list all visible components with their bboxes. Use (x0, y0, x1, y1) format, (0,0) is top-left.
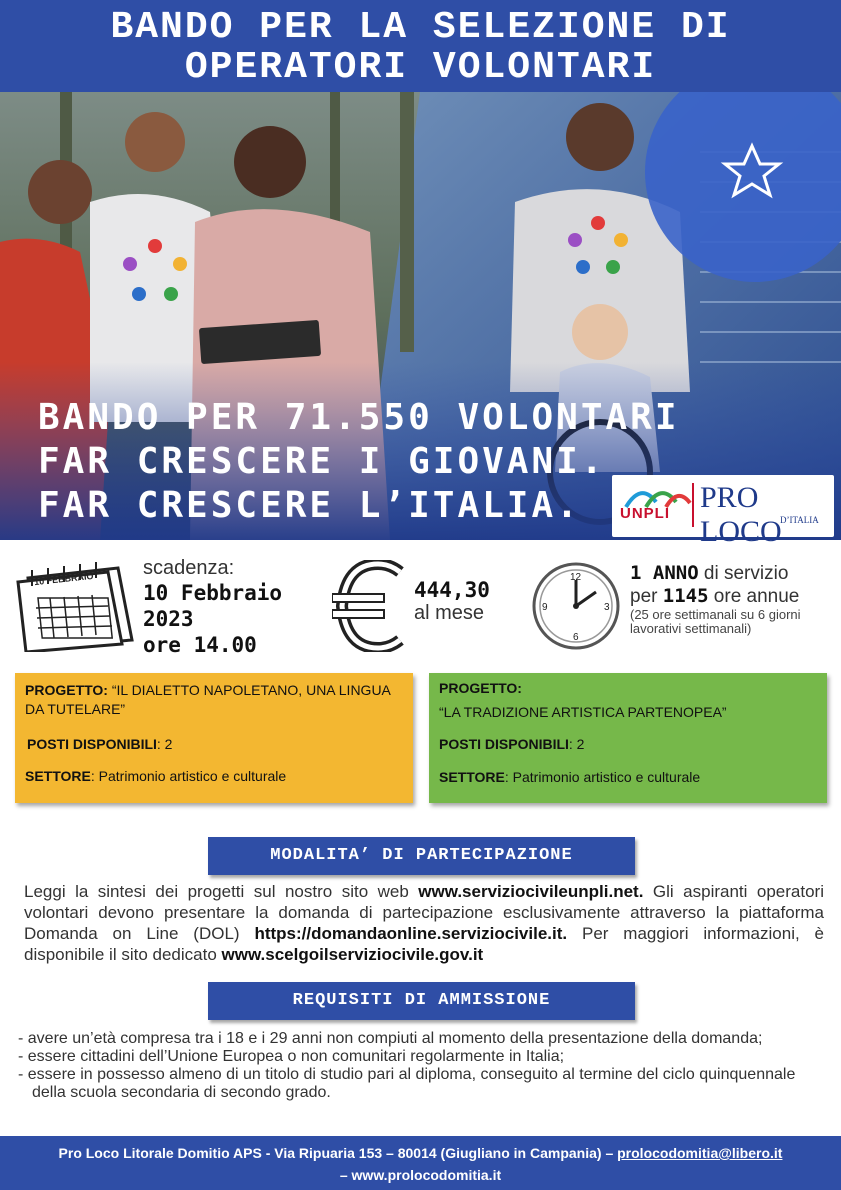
requisito-item: - essere cittadini dell’Unione Europea o non comunitari regolarmente in Italia; (18, 1048, 565, 1065)
requisiti-heading: REQUISITI DI AMMISSIONE (208, 982, 635, 1020)
page-title (0, 0, 841, 92)
settore-label: SETTORE (25, 768, 91, 784)
project-name: “LA TRADIZIONE ARTISTICA PARTENOPEA” (439, 704, 727, 720)
requisito-item: - essere in possesso almeno di un titolo di studio pari al diploma, conseguito al termine del ciclo quinquennale della scuola secondaria di secondo grado. (18, 1066, 796, 1101)
website-link[interactable]: www.serviziocivileunpli.net. (418, 882, 644, 901)
project-label: PROGETTO: (25, 682, 108, 698)
deadline-block (143, 557, 282, 658)
posti-label: POSTI DISPONIBILI (27, 736, 157, 752)
svg-text:3: 3 (604, 602, 610, 613)
project-card-1 (15, 673, 413, 803)
service-duration-suffix: di servizio (698, 563, 789, 584)
modalita-heading: MODALITA’ DI PARTECIPAZIONE (208, 837, 635, 875)
footer-email-link[interactable]: prolocodomitia@libero.it (617, 1145, 783, 1161)
euro-icon (332, 560, 408, 652)
dol-link[interactable]: https://domandaonline.serviziocivile.it. (254, 924, 568, 943)
hero-line-3: FAR CRESCERE L’ITALIA. (38, 485, 581, 526)
service-hours: 1145 (662, 585, 709, 607)
proloco-text: PRO LOCO (700, 481, 782, 548)
title-line-2: OPERATORI VOLONTARI (184, 46, 657, 89)
modalita-text-1: Leggi la sintesi dei progetti sul nostro sito web (24, 882, 419, 901)
svg-text:12: 12 (570, 572, 582, 583)
payment-amount: 444,30 (414, 578, 490, 602)
modalita-paragraph (24, 881, 824, 965)
footer-website[interactable]: – www.prolocodomitia.it (339, 1167, 502, 1183)
settore-value: : Patrimonio artistico e culturale (90, 768, 287, 784)
project-card-2 (429, 673, 827, 803)
hero-line-2: FAR CRESCERE I GIOVANI. (38, 441, 606, 482)
footer-address: Pro Loco Litorale Domitio APS - Via Ripuaria 153 – 80014 (Giugliano in Campania) – (58, 1145, 618, 1161)
settore-label: SETTORE (439, 769, 505, 785)
svg-text:9: 9 (542, 602, 548, 613)
project-name: “IL DIALETTO NAPOLETANO, UNA LINGUA DA TUTELARE” (25, 682, 391, 717)
deadline-date: 10 Febbraio (143, 581, 283, 605)
deadline-label: scadenza: (143, 557, 235, 579)
calendar-label: 10 FEBBRAIO (33, 570, 94, 588)
deadline-year: 2023 (143, 607, 194, 631)
hero-line-1: BANDO PER 71.550 VOLONTARI (38, 397, 680, 438)
modalita-text-3: Per maggiori informazioni, è disponibile il sito dedicato (24, 924, 825, 964)
scelgo-link[interactable]: www.scelgoilserviziocivile.gov.it (221, 945, 484, 964)
posti-label: POSTI DISPONIBILI (439, 736, 569, 752)
requisiti-list (16, 1030, 831, 1102)
italia-text: D’ITALIA (780, 515, 819, 525)
footer (0, 1136, 841, 1190)
proloco-logo (612, 475, 834, 548)
service-duration: 1 ANNO (630, 562, 699, 584)
modalita-text-2: Gli aspiranti operatori volontari devono presentare la domanda di partecipazione esclusivamente attraverso la piattaforma Domanda on Line (DOL) (24, 882, 824, 943)
service-note: (25 ore settimanali su 6 giorni lavorativi settimanali) (630, 607, 801, 636)
payment-block (414, 578, 490, 625)
requisito-item: - avere un’età compresa tra i 18 e i 29 anni non compiuti al momento della presentazione della domanda; (18, 1030, 763, 1047)
project-label: PROGETTO: (439, 680, 522, 696)
unpli-text: UNPLI (620, 505, 670, 522)
service-hours-suffix: ore annue (708, 586, 800, 607)
posti-value: : 2 (156, 736, 173, 752)
svg-text:6: 6 (573, 632, 579, 643)
posti-value: : 2 (568, 736, 585, 752)
hero-slogan (38, 396, 680, 528)
settore-value: : Patrimonio artistico e culturale (504, 769, 701, 785)
payment-period: al mese (414, 602, 485, 624)
deadline-time: ore 14.00 (143, 633, 257, 657)
service-block (630, 562, 840, 636)
clock-icon (530, 560, 626, 652)
title-line-1: BANDO PER LA SELEZIONE DI (110, 6, 731, 49)
service-prefix: per (630, 586, 663, 607)
